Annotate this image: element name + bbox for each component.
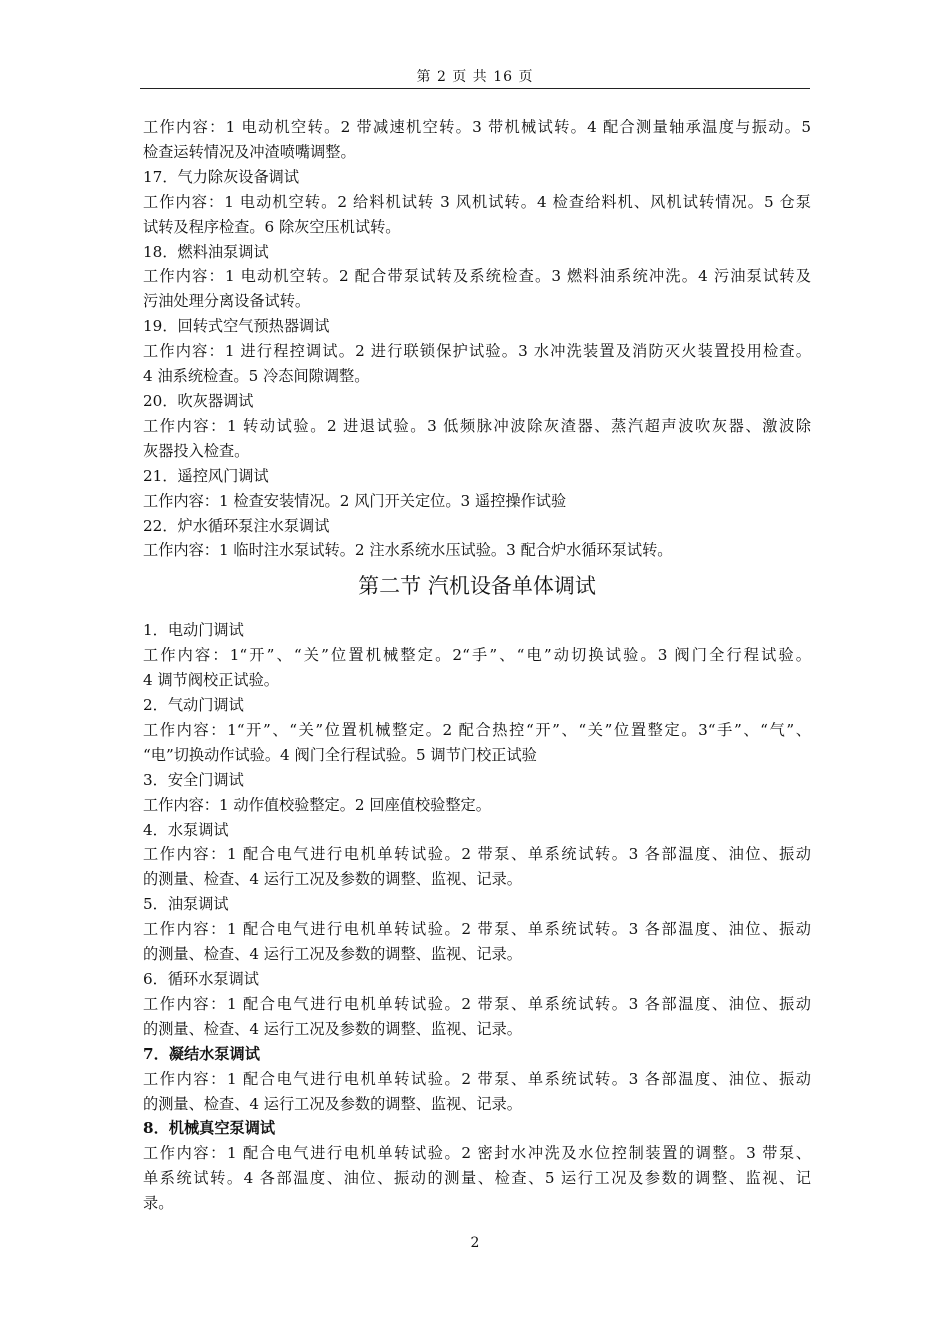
item-heading: 21．遥控风门调试 — [143, 466, 269, 485]
text-line: 污油处理分离设备试转。 — [143, 292, 311, 311]
item-heading: 6．循环水泵调试 — [143, 970, 259, 988]
text-line: 工作内容：1 动作值校验整定。2 回座值校验整定。 — [143, 795, 491, 814]
text-line: 录。 — [143, 1194, 174, 1213]
text-line: 4 油系统检查。5 冷态间隙调整。 — [143, 367, 370, 386]
item-heading: 1．电动门调试 — [143, 621, 244, 640]
text-line: 检查运转情况及冲渣喷嘴调整。 — [143, 142, 356, 161]
text-line: 4 调节阀校正试验。 — [143, 671, 279, 690]
text-line: 工作内容：1 进行程控调试。2 进行联锁保护试验。3 水冲洗装置及消防灭火装置投用检查。 — [143, 342, 811, 361]
text-line: 单系统试转。4 各部温度、油位、振动的测量、检查、5 运行工况及参数的调整、监视、记 — [143, 1169, 811, 1188]
text-line: 工作内容：1 配合电气进行电机单转试验。2 密封水冲洗及水位控制装置的调整。3 带泵、 — [143, 1144, 811, 1163]
item-heading: 18．燃料油泵调试 — [143, 242, 269, 261]
item-heading: 5．油泵调试 — [143, 895, 229, 914]
text-line: 的测量、检查、4 运行工况及参数的调整、监视、记录。 — [143, 870, 522, 889]
item-heading: 7．凝结水泵调试 — [143, 1044, 260, 1063]
text-line: 工作内容：1 电动机空转。2 带减速机空转。3 带机械试转。4 配合测量轴承温度与振动。5 — [143, 118, 811, 136]
text-line: 工作内容：1 配合电气进行电机单转试验。2 带泵、单系统试转。3 各部温度、油位、振动 — [143, 1069, 811, 1088]
text-line: 的测量、检查、4 运行工况及参数的调整、监视、记录。 — [143, 1094, 522, 1113]
page-header: 第 2 页 共 16 页 — [416, 69, 534, 85]
item-heading: 20．吹灰器调试 — [143, 391, 254, 410]
section-title: 第二节 汽机设备单体调试 — [358, 574, 596, 599]
text-line: 试转及程序检查。6 除灰空压机试转。 — [143, 217, 401, 236]
text-line: 工作内容：1 电动机空转。2 给料机试转 3 风机试转。4 检查给料机、风机试转情况。5 仓泵 — [143, 192, 811, 211]
text-line: 工作内容：1“开”、“关”位置机械整定。2“手”、“电”动切换试验。3 阀门全行程试验。 — [143, 646, 811, 665]
header-rule — [140, 88, 810, 89]
text-line: 工作内容：1 电动机空转。2 配合带泵试转及系统检查。3 燃料油系统冲洗。4 污油泵试转及 — [143, 267, 811, 286]
text-line: 灰器投入检查。 — [143, 441, 250, 460]
text-line: 的测量、检查、4 运行工况及参数的调整、监视、记录。 — [143, 1019, 522, 1038]
item-heading: 2．气动门调试 — [143, 696, 244, 715]
text-line: “电”切换动作试验。4 阀门全行程试验。5 调节门校正试验 — [143, 745, 537, 764]
text-line: 工作内容：1 配合电气进行电机单转试验。2 带泵、单系统试转。3 各部温度、油位、振动 — [143, 845, 811, 864]
item-heading: 8．机械真空泵调试 — [143, 1119, 276, 1138]
page-body — [143, 115, 811, 1216]
item-heading: 17．气力除灰设备调试 — [143, 167, 300, 186]
item-heading: 4．水泵调试 — [143, 820, 229, 839]
item-heading: 19．回转式空气预热器调试 — [143, 317, 330, 336]
page-number: 2 — [470, 1235, 480, 1251]
item-heading: 3．安全门调试 — [143, 770, 244, 789]
text-line: 工作内容：1 配合电气进行电机单转试验。2 带泵、单系统试转。3 各部温度、油位、振动 — [143, 920, 811, 939]
text-line: 工作内容：1“开”、“关”位置机械整定。2 配合热控“开”、“关”位置整定。3“手”、“气”、 — [143, 720, 811, 739]
text-line: 工作内容：1 临时注水泵试转。2 注水系统水压试验。3 配合炉水循环泵试转。 — [143, 541, 673, 560]
text-line: 工作内容：1 检查安装情况。2 风门开关定位。3 遥控操作试验 — [143, 491, 567, 510]
text-line: 工作内容：1 配合电气进行电机单转试验。2 带泵、单系统试转。3 各部温度、油位、振动 — [143, 994, 811, 1013]
item-heading: 22．炉水循环泵注水泵调试 — [143, 516, 330, 535]
text-line: 工作内容：1 转动试验。2 进退试验。3 低频脉冲波除灰渣器、蒸汽超声波吹灰器、激波除 — [143, 416, 811, 435]
text-line: 的测量、检查、4 运行工况及参数的调整、监视、记录。 — [143, 945, 522, 964]
